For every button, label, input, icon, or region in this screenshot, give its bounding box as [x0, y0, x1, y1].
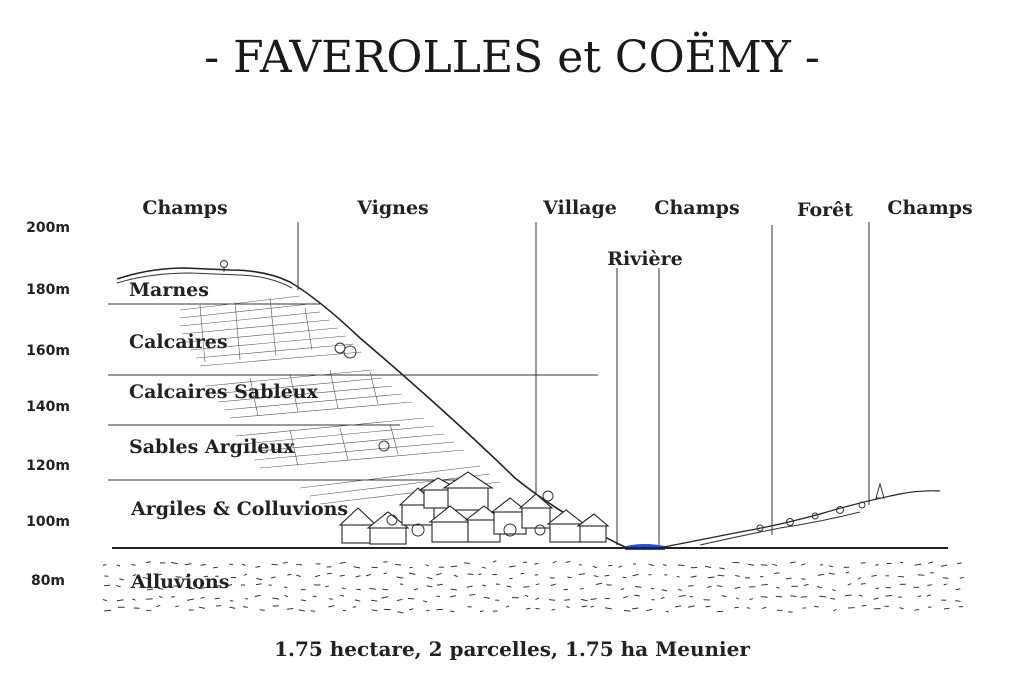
alluvion-speck	[646, 609, 652, 610]
alluvion-speck	[734, 607, 738, 608]
alluvion-speck	[859, 595, 863, 596]
alluvion-speck	[690, 596, 693, 597]
alluvion-speck	[735, 576, 740, 577]
alluvion-speck	[624, 611, 631, 612]
alluvion-speck	[717, 586, 723, 587]
alluvion-speck	[649, 564, 654, 565]
alluvion-speck	[786, 578, 792, 579]
layer-label-calcaires-sableux: Calcaires Sableux	[129, 381, 318, 403]
alluvion-speck	[678, 565, 685, 566]
alluvion-speck	[467, 586, 473, 587]
alluvion-speck	[451, 566, 458, 567]
alluvion-speck	[801, 579, 805, 580]
alluvion-speck	[819, 596, 826, 597]
altitude-label-120: 120m	[26, 458, 70, 474]
alluvion-speck	[397, 612, 403, 613]
alluvion-speck	[159, 596, 162, 597]
alluvions-texture	[103, 561, 964, 613]
alluvion-speck	[941, 565, 947, 566]
alluvion-speck	[829, 566, 833, 567]
alluvion-speck	[283, 562, 288, 563]
alluvion-speck	[876, 588, 879, 589]
alluvion-speck	[256, 584, 262, 585]
alluvion-speck	[943, 578, 948, 579]
alluvion-speck	[679, 595, 686, 596]
alluvion-speck	[354, 567, 361, 568]
alluvion-speck	[719, 568, 725, 569]
alluvion-speck	[423, 601, 427, 602]
alluvion-speck	[688, 606, 695, 608]
alluvion-speck	[735, 587, 741, 588]
alluvion-speck	[663, 565, 666, 566]
alluvion-speck	[272, 598, 279, 599]
alluvion-speck	[450, 611, 454, 612]
alluvion-speck	[342, 588, 346, 589]
alluvion-speck	[722, 596, 727, 597]
alluvion-speck	[371, 600, 377, 601]
alluvion-speck	[171, 597, 175, 598]
alluvion-speck	[340, 562, 346, 563]
alluvion-speck	[900, 562, 903, 563]
alluvion-speck	[580, 588, 584, 589]
alluvion-speck	[355, 600, 360, 601]
alluvion-speck	[579, 565, 582, 566]
alluvion-speck	[506, 606, 509, 607]
alluvion-speck	[409, 609, 413, 610]
alluvion-speck	[370, 589, 377, 590]
alluvion-speck	[315, 575, 320, 576]
alluvion-speck	[296, 575, 300, 576]
alluvion-speck	[326, 586, 329, 587]
alluvion-speck	[454, 575, 458, 576]
alluvion-speck	[635, 587, 641, 588]
alluvion-speck	[861, 584, 866, 585]
alluvion-speck	[915, 564, 922, 565]
alluvion-speck	[478, 574, 482, 575]
alluvion-speck	[395, 564, 401, 565]
alluvion-speck	[623, 577, 627, 578]
zone-label-champs-right: Champs	[887, 197, 973, 219]
alluvion-speck	[918, 575, 925, 576]
alluvion-speck	[871, 575, 876, 576]
alluvion-speck	[271, 577, 276, 578]
alluvion-speck	[329, 599, 333, 600]
alluvion-speck	[171, 562, 178, 563]
alluvion-speck	[900, 608, 904, 609]
alluvion-speck	[104, 610, 111, 611]
alluvion-speck	[116, 586, 120, 587]
alluvion-speck	[774, 573, 779, 574]
alluvion-speck	[804, 585, 809, 586]
alluvion-speck	[829, 573, 835, 574]
alluvion-speck	[397, 577, 404, 578]
alluvion-speck	[509, 578, 512, 579]
alluvion-speck	[287, 609, 294, 610]
alluvion-speck	[482, 567, 486, 568]
alluvion-speck	[409, 573, 415, 575]
alluvion-speck	[582, 606, 587, 607]
alluvion-speck	[436, 574, 442, 575]
alluvion-speck	[581, 599, 588, 600]
alluvion-speck	[678, 590, 682, 591]
alluvion-speck	[397, 599, 403, 600]
alluvion-speck	[384, 573, 387, 574]
zone-label-village: Village	[543, 197, 617, 219]
alluvion-speck	[215, 598, 220, 599]
alluvion-speck	[619, 566, 622, 567]
alluvion-speck	[437, 584, 443, 585]
altitude-label-140: 140m	[26, 399, 70, 415]
alluvion-speck	[708, 577, 715, 578]
alluvion-speck	[960, 577, 964, 578]
alluvion-speck	[691, 576, 697, 577]
alluvion-speck	[104, 585, 110, 586]
zone-label-foret: Forêt	[797, 199, 853, 221]
alluvion-speck	[632, 608, 638, 609]
alluvion-speck	[381, 597, 388, 599]
alluvion-speck	[944, 608, 949, 609]
alluvion-speck	[596, 583, 602, 584]
alluvion-speck	[243, 607, 248, 608]
alluvion-speck	[427, 586, 433, 587]
alluvion-speck	[287, 574, 291, 575]
alluvion-speck	[353, 607, 357, 608]
alluvion-speck	[605, 575, 610, 576]
alluvion-speck	[340, 575, 345, 576]
village-houses	[335, 343, 608, 544]
alluvion-speck	[874, 598, 879, 599]
alluvion-speck	[762, 607, 766, 608]
alluvion-speck	[469, 594, 475, 595]
alluvion-speck	[651, 588, 654, 589]
alluvion-speck	[175, 606, 178, 607]
alluvion-speck	[623, 597, 628, 598]
alluvion-speck	[103, 565, 107, 566]
alluvion-speck	[117, 565, 120, 566]
alluvion-speck	[327, 573, 332, 574]
alluvion-speck	[132, 599, 135, 600]
alluvion-speck	[382, 589, 388, 590]
alluvion-speck	[157, 605, 161, 606]
alluvion-speck	[666, 611, 669, 612]
alluvion-speck	[801, 597, 807, 598]
vineyard-summary-caption: 1.75 hectare, 2 parcelles, 1.75 ha Meunier	[274, 637, 750, 661]
alluvion-speck	[426, 610, 429, 611]
alluvion-speck	[480, 611, 484, 612]
zone-label-champs-mid: Champs	[654, 197, 740, 219]
alluvion-speck	[523, 587, 529, 588]
alluvion-speck	[605, 608, 612, 609]
alluvion-speck	[930, 573, 934, 574]
alluvion-speck	[832, 590, 835, 591]
alluvion-speck	[705, 566, 711, 567]
altitude-label-180: 180m	[26, 282, 70, 298]
layer-label-sables-argileux: Sables Argileux	[129, 436, 295, 458]
alluvion-speck	[242, 564, 245, 565]
layer-label-alluvions: Alluvions	[131, 571, 230, 593]
alluvion-speck	[255, 595, 261, 596]
alluvion-speck	[790, 596, 796, 597]
layer-label-calcaires: Calcaires	[129, 331, 228, 353]
alluvion-speck	[886, 595, 892, 596]
alluvion-speck	[833, 609, 836, 610]
alluvion-speck	[707, 586, 711, 587]
layer-label-argiles-colluvions: Argiles & Colluvions	[131, 498, 349, 520]
alluvion-speck	[464, 563, 470, 564]
alluvion-speck	[103, 599, 107, 600]
alluvion-speck	[482, 585, 486, 586]
alluvion-speck	[201, 565, 207, 566]
alluvion-speck	[788, 612, 792, 613]
alluvion-speck	[830, 598, 835, 599]
altitude-label-80: 80m	[30, 573, 66, 589]
alluvion-speck	[777, 610, 783, 611]
alluvion-speck	[633, 574, 639, 575]
alluvion-speck	[566, 561, 571, 562]
alluvion-speck	[955, 601, 960, 602]
alluvion-speck	[536, 598, 539, 599]
alluvion-speck	[509, 566, 515, 567]
alluvion-speck	[119, 579, 124, 580]
alluvion-speck	[590, 606, 594, 607]
zone-label-champs-left: Champs	[142, 197, 228, 219]
alluvion-speck	[662, 590, 668, 591]
alluvion-speck	[201, 597, 205, 598]
alluvion-speck	[526, 608, 531, 609]
alluvion-speck	[525, 595, 528, 596]
alluvion-speck	[213, 567, 218, 568]
alluvion-speck	[772, 564, 777, 566]
alluvion-speck	[915, 610, 920, 611]
altitude-label-100: 100m	[26, 514, 70, 530]
alluvion-speck	[340, 595, 344, 596]
alluvion-speck	[944, 584, 947, 585]
alluvion-speck	[244, 574, 247, 575]
alluvion-speck	[564, 600, 570, 601]
alluvion-speck	[356, 576, 361, 577]
alluvion-speck	[255, 567, 260, 568]
alluvion-speck	[718, 575, 725, 576]
alluvion-speck	[229, 564, 233, 565]
alluvion-speck	[521, 573, 525, 574]
alluvion-speck	[117, 600, 124, 601]
alluvion-speck	[451, 589, 457, 590]
alluvion-speck	[426, 565, 429, 567]
alluvion-speck	[761, 585, 767, 586]
alluvion-speck	[468, 574, 474, 575]
layer-label-marnes: Marnes	[129, 279, 209, 301]
alluvion-speck	[299, 610, 305, 611]
alluvion-speck	[761, 597, 768, 598]
alluvion-speck	[534, 564, 538, 565]
alluvion-speck	[677, 576, 680, 577]
alluvion-speck	[928, 562, 933, 563]
alluvion-speck	[875, 564, 878, 565]
alluvion-speck	[956, 589, 961, 590]
alluvion-speck	[927, 595, 931, 596]
alluvion-speck	[594, 576, 599, 577]
zone-label-riviere: Rivière	[607, 248, 683, 270]
alluvion-speck	[549, 600, 555, 601]
altitude-label-160: 160m	[26, 343, 70, 359]
alluvion-speck	[790, 562, 796, 563]
alluvion-speck	[566, 607, 569, 608]
alluvion-speck	[661, 597, 665, 598]
alluvion-speck	[675, 606, 681, 607]
page-title: - FAVEROLLES et COËMY -	[204, 32, 820, 83]
alluvion-speck	[146, 562, 151, 563]
alluvion-speck	[567, 577, 572, 578]
alluvion-speck	[761, 565, 768, 566]
alluvion-speck	[591, 599, 597, 600]
alluvion-speck	[874, 609, 881, 610]
alluvion-speck	[688, 586, 693, 587]
alluvion-speck	[187, 599, 194, 600]
right-valley-slope	[664, 484, 940, 547]
alluvion-speck	[366, 574, 371, 576]
alluvion-speck	[817, 587, 822, 588]
alluvion-speck	[593, 566, 597, 567]
alluvion-speck	[484, 597, 490, 598]
altitude-label-200: 200m	[26, 220, 70, 236]
alluvion-speck	[750, 599, 754, 600]
alluvion-speck	[199, 607, 205, 608]
alluvion-speck	[329, 606, 335, 607]
alluvion-speck	[706, 606, 711, 607]
alluvion-speck	[450, 596, 456, 597]
alluvion-speck	[272, 564, 278, 565]
alluvion-speck	[132, 565, 136, 566]
alluvion-speck	[256, 579, 262, 580]
summit-tree-icon	[221, 261, 228, 268]
alluvion-speck	[635, 595, 640, 596]
alluvion-speck	[747, 608, 750, 609]
alluvion-speck	[898, 576, 904, 577]
alluvion-speck	[621, 589, 625, 590]
alluvion-speck	[260, 610, 265, 611]
alluvion-speck	[427, 578, 432, 579]
alluvion-speck	[927, 585, 932, 586]
alluvion-speck	[814, 606, 819, 607]
alluvion-speck	[736, 598, 739, 599]
alluvion-speck	[285, 595, 288, 596]
alluvion-speck	[552, 610, 556, 611]
alluvion-speck	[846, 572, 849, 573]
alluvion-speck	[230, 607, 236, 608]
zone-dividers	[298, 222, 869, 545]
alluvion-speck	[507, 586, 512, 587]
alluvion-speck	[579, 574, 585, 575]
alluvion-speck	[414, 589, 418, 590]
alluvion-speck	[776, 596, 782, 597]
alluvion-speck	[848, 584, 852, 586]
alluvion-speck	[536, 584, 539, 585]
alluvion-speck	[301, 600, 306, 601]
alluvion-speck	[801, 564, 805, 566]
alluvion-speck	[776, 587, 779, 588]
alluvion-speck	[372, 610, 378, 611]
alluvion-speck	[550, 584, 555, 586]
alluvion-speck	[356, 589, 360, 590]
alluvion-speck	[493, 561, 496, 562]
alluvion-speck	[862, 605, 867, 606]
alluvion-speck	[845, 595, 852, 596]
alluvion-speck	[185, 564, 192, 565]
alluvion-speck	[918, 596, 922, 597]
alluvion-speck	[553, 561, 557, 563]
alluvion-speck	[858, 578, 861, 579]
alluvion-speck	[957, 563, 961, 564]
tree-icon	[876, 484, 884, 498]
alluvion-speck	[748, 564, 754, 565]
zone-label-vignes: Vignes	[357, 197, 429, 219]
alluvion-speck	[818, 574, 824, 575]
